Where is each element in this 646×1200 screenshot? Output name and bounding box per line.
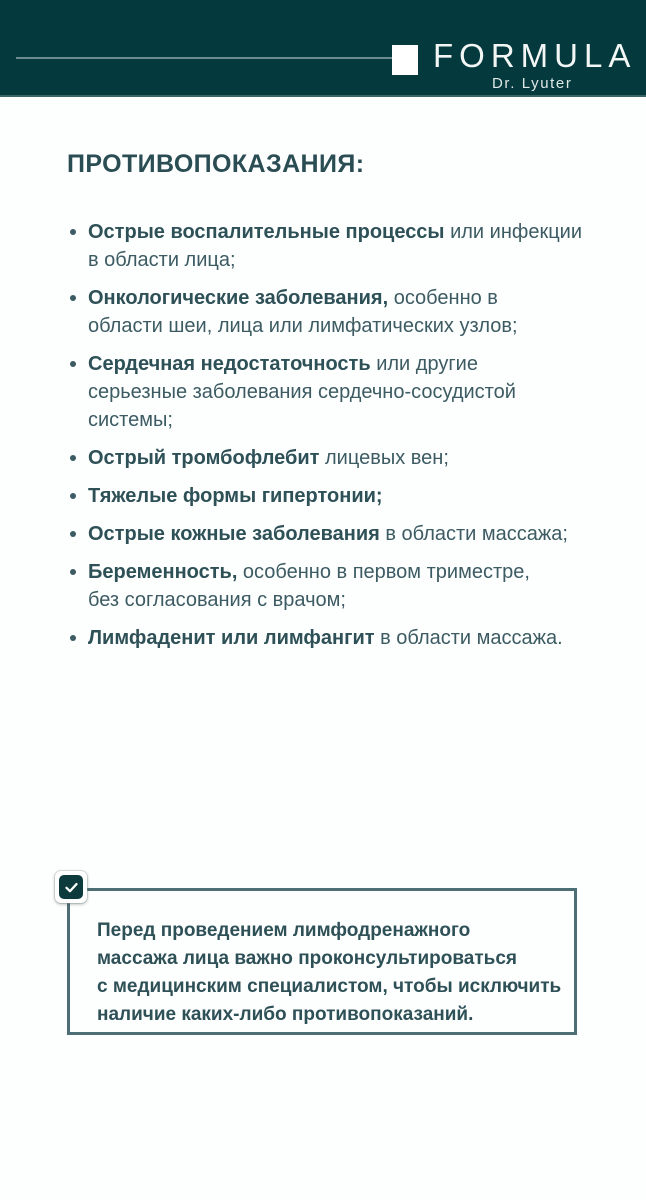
bullet-dot-icon <box>70 531 76 537</box>
list-item-text: в области массажа. <box>374 626 563 649</box>
list-item-hypertension <box>67 482 606 510</box>
list-item-bold: Острые воспалительные процессы <box>88 220 445 243</box>
checkbox <box>55 871 87 903</box>
list-item-text: в области лица; <box>88 248 236 271</box>
list-item-bold: Острые кожные заболевания <box>88 522 380 545</box>
check-icon <box>64 880 79 895</box>
list-item-acute-inflammation <box>67 218 606 274</box>
list-item-text: особенно в первом триместре, <box>237 560 530 583</box>
note-line: с медицинским специалистом, чтобы исключить <box>97 976 562 997</box>
content-area <box>0 150 646 652</box>
checkbox-inner <box>59 875 83 899</box>
header-divider-line <box>16 57 393 59</box>
list-item-bold: Тяжелые формы гипертонии; <box>88 484 383 507</box>
list-item-text: или другие <box>370 352 478 375</box>
bullet-dot-icon <box>70 455 76 461</box>
brand-subtitle: Dr. Lyuter <box>492 75 573 92</box>
note-line: массажа лица важно проконсультироваться <box>97 948 518 969</box>
brand-name: FORMULA <box>433 37 637 74</box>
contraindications-list <box>67 218 606 652</box>
bullet-dot-icon <box>70 569 76 575</box>
bullet-dot-icon <box>70 493 76 499</box>
list-item-text: серьезные заболевания сердечно-сосудистой <box>88 380 516 403</box>
list-item-pregnancy <box>67 558 606 614</box>
note-line: наличие каких-либо противопоказаний. <box>97 1004 474 1025</box>
list-item-text: системы; <box>88 408 173 431</box>
note-line: Перед проведением лимфодренажного <box>97 920 471 941</box>
list-item-text: особенно в <box>388 286 498 309</box>
note-box <box>67 888 577 1035</box>
list-item-skin-diseases <box>67 520 606 548</box>
list-item-bold: Сердечная недостаточность <box>88 352 371 375</box>
bullet-dot-icon <box>70 635 76 641</box>
list-item-text: области шеи, лица или лимфатических узлов; <box>88 314 518 337</box>
brand-square-icon <box>392 45 418 75</box>
list-item-text: без согласования с врачом; <box>88 588 346 611</box>
header <box>0 0 646 97</box>
bullet-dot-icon <box>70 295 76 301</box>
list-item-text: в области массажа; <box>379 522 568 545</box>
list-item-bold: Беременность, <box>88 560 238 583</box>
list-item-bold: Лимфаденит или лимфангит <box>88 626 375 649</box>
list-item-thrombophlebitis <box>67 444 606 472</box>
list-item-heart-failure <box>67 350 606 434</box>
bullet-dot-icon <box>70 229 76 235</box>
list-item-bold: Онкологические заболевания, <box>88 286 389 309</box>
list-item-text: или инфекции <box>444 220 582 243</box>
bullet-dot-icon <box>70 361 76 367</box>
page-title: ПРОТИВОПОКАЗАНИЯ: <box>67 150 365 178</box>
list-item-oncology <box>67 284 606 340</box>
list-item-lymphadenitis <box>67 624 606 652</box>
list-item-text: лицевых вен; <box>319 446 449 469</box>
list-item-bold: Острый тромбофлебит <box>88 446 320 469</box>
